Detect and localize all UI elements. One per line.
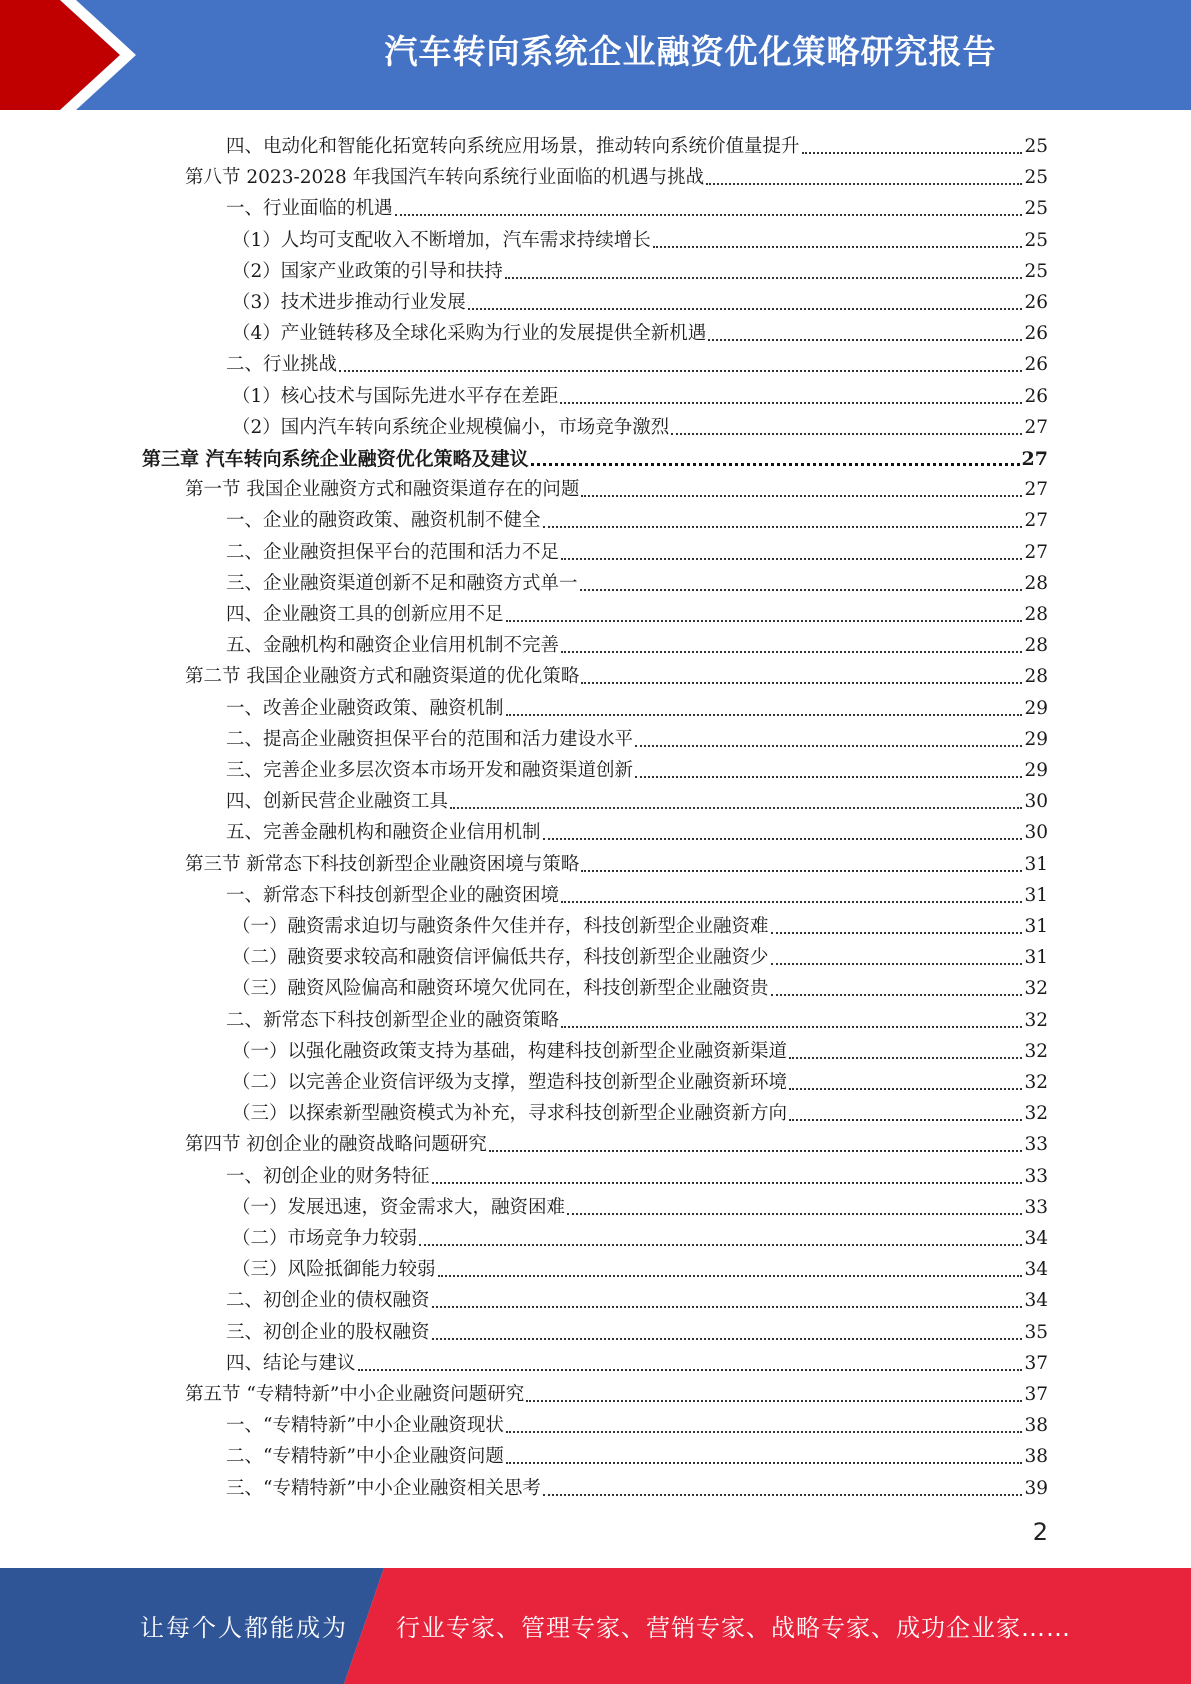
toc-dot-leader bbox=[581, 680, 1022, 684]
toc-entry-title: （一）融资需求迫切与融资条件欠佳并存，科技创新型企业融资难 bbox=[232, 916, 769, 937]
toc-entry[interactable] bbox=[226, 346, 1048, 377]
toc-entry-title: （二）以完善企业资信评级为支撑，塑造科技创新型企业融资新环境 bbox=[232, 1072, 788, 1093]
toc-dot-leader bbox=[635, 743, 1022, 747]
toc-entry[interactable] bbox=[185, 471, 1048, 502]
toc-entry-title: 一、行业面临的机遇 bbox=[226, 198, 393, 220]
toc-entry-page: 32 bbox=[1024, 1009, 1048, 1031]
toc-entry[interactable] bbox=[226, 783, 1048, 814]
page-footer bbox=[0, 1568, 1191, 1684]
toc-entry[interactable] bbox=[185, 159, 1048, 190]
toc-entry-page: 39 bbox=[1024, 1477, 1048, 1499]
toc-dot-leader bbox=[653, 244, 1023, 248]
toc-entry[interactable] bbox=[232, 315, 1048, 346]
toc-dot-leader bbox=[339, 368, 1022, 372]
toc-entry[interactable] bbox=[226, 1314, 1048, 1345]
toc-entry-page: 28 bbox=[1024, 604, 1048, 625]
toc-dot-leader bbox=[580, 587, 1023, 591]
toc-entry[interactable] bbox=[226, 1470, 1048, 1501]
toc-dot-leader bbox=[771, 961, 1023, 965]
toc-entry-title: （三）风险抵御能力较弱 bbox=[232, 1259, 436, 1281]
toc-dot-leader bbox=[505, 275, 1023, 279]
toc-dot-leader bbox=[771, 930, 1023, 934]
toc-dot-leader bbox=[358, 1367, 1023, 1371]
toc-entry[interactable] bbox=[185, 658, 1048, 689]
toc-entry-title: （3）技术进步推动行业发展 bbox=[232, 292, 466, 313]
toc-dot-leader bbox=[635, 774, 1022, 778]
toc-dot-leader bbox=[567, 1211, 1022, 1215]
toc-entry[interactable] bbox=[226, 1158, 1048, 1189]
toc-entry-title: 五、完善金融机构和融资企业信用机制 bbox=[226, 822, 541, 844]
toc-entry-page: 34 bbox=[1024, 1259, 1048, 1281]
toc-entry-title: （三）融资风险偏高和融资环境欠优同在，科技创新型企业融资贵 bbox=[232, 978, 769, 1000]
toc-dot-leader bbox=[506, 712, 1023, 716]
toc-entry-page: 33 bbox=[1024, 1196, 1048, 1218]
toc-entry-page: 29 bbox=[1024, 728, 1048, 750]
toc-entry-title: 三、完善企业多层次资本市场开发和融资渠道创新 bbox=[226, 760, 634, 781]
toc-entry-page: 32 bbox=[1024, 1040, 1048, 1062]
toc-entry[interactable] bbox=[226, 814, 1048, 845]
toc-dot-leader bbox=[432, 1304, 1023, 1308]
page-number: 2 bbox=[1032, 1518, 1048, 1546]
toc-entry-title: （1）核心技术与国际先进水平存在差距 bbox=[232, 385, 559, 407]
toc-entry[interactable] bbox=[232, 970, 1048, 1001]
toc-dot-leader bbox=[561, 1024, 1022, 1028]
footer-slogan-left: 让每个人都能成为 bbox=[140, 1614, 348, 1642]
toc-entry-title: 一、新常态下科技创新型企业的融资困境 bbox=[226, 884, 560, 906]
toc-entry-page: 25 bbox=[1024, 167, 1048, 189]
toc-entry[interactable] bbox=[226, 502, 1048, 533]
toc-entry-title: （三）以探索新型融资模式为补充，寻求科技创新型企业融资新方向 bbox=[232, 1103, 788, 1125]
toc-entry[interactable] bbox=[185, 1126, 1048, 1157]
toc-dot-leader bbox=[432, 1336, 1023, 1340]
toc-entry[interactable] bbox=[226, 1407, 1048, 1438]
toc-entry-page: 33 bbox=[1024, 1165, 1048, 1187]
toc-entry-page: 27 bbox=[1021, 448, 1048, 470]
toc-entry-title: 第三节 新常态下科技创新型企业融资困境与策略 bbox=[185, 853, 580, 875]
toc-entry-title: 一、“专精特新”中小企业融资现状 bbox=[226, 1415, 504, 1437]
footer-slogan-right: 行业专家、管理专家、营销专家、战略专家、成功企业家…… bbox=[396, 1614, 1071, 1642]
toc-entry-title: 四、企业融资工具的创新应用不足 bbox=[226, 604, 504, 625]
toc-entry[interactable] bbox=[232, 1189, 1048, 1220]
toc-dot-leader bbox=[543, 1492, 1023, 1496]
toc-entry[interactable] bbox=[226, 752, 1048, 783]
toc-dot-leader bbox=[802, 150, 1023, 154]
toc-entry[interactable] bbox=[226, 190, 1048, 221]
toc-entry-title: 三、初创企业的股权融资 bbox=[226, 1321, 430, 1343]
toc-entry[interactable] bbox=[232, 1064, 1048, 1095]
toc-entry-title: 第五节 “专精特新”中小企业融资问题研究 bbox=[185, 1384, 525, 1405]
toc-entry[interactable] bbox=[232, 378, 1048, 409]
toc-dot-leader bbox=[531, 461, 1020, 466]
toc-entry-title: 第八节 2023-2028 年我国汽车转向系统行业面临的机遇与挑战 bbox=[185, 167, 705, 189]
toc-entry-title: 二、企业融资担保平台的范围和活力不足 bbox=[226, 541, 560, 563]
toc-dot-leader bbox=[706, 181, 1022, 185]
red-chevron-icon bbox=[0, 0, 160, 110]
toc-entry[interactable] bbox=[232, 253, 1048, 284]
toc-entry-title: 二、提高企业融资担保平台的范围和活力建设水平 bbox=[226, 728, 634, 750]
toc-entry-page: 26 bbox=[1024, 385, 1048, 407]
toc-entry-title: （二）融资要求较高和融资信评偏低共存，科技创新型企业融资少 bbox=[232, 947, 769, 969]
toc-entry[interactable] bbox=[226, 1438, 1048, 1469]
toc-entry[interactable] bbox=[232, 222, 1048, 253]
toc-entry-title: （4）产业链转移及全球化采购为行业的发展提供全新机遇 bbox=[232, 323, 707, 345]
toc-entry-page: 34 bbox=[1024, 1290, 1048, 1312]
toc-entry-page: 31 bbox=[1024, 884, 1048, 906]
toc-entry-page: 28 bbox=[1024, 635, 1048, 657]
toc-entry[interactable] bbox=[226, 690, 1048, 721]
toc-entry[interactable] bbox=[226, 627, 1048, 658]
toc-entry[interactable] bbox=[226, 565, 1048, 596]
toc-entry-page: 34 bbox=[1024, 1228, 1048, 1249]
toc-entry-page: 27 bbox=[1024, 416, 1048, 438]
toc-dot-leader bbox=[506, 618, 1023, 622]
toc-entry-title: （二）市场竞争力较弱 bbox=[232, 1228, 418, 1249]
toc-entry-page: 33 bbox=[1024, 1134, 1048, 1156]
toc-dot-leader bbox=[506, 1429, 1023, 1433]
toc-dot-leader bbox=[468, 306, 1023, 310]
toc-entry-page: 31 bbox=[1024, 853, 1048, 875]
toc-dot-leader bbox=[543, 836, 1023, 840]
toc-entry[interactable] bbox=[232, 1220, 1048, 1251]
toc-dot-leader bbox=[671, 431, 1022, 435]
toc-entry-page: 31 bbox=[1024, 947, 1048, 969]
toc-entry-title: （一）发展迅速，资金需求大，融资困难 bbox=[232, 1196, 566, 1218]
toc-entry-page: 26 bbox=[1024, 323, 1048, 345]
toc-entry[interactable] bbox=[226, 877, 1048, 908]
toc-entry[interactable] bbox=[232, 939, 1048, 970]
toc-entry-page: 37 bbox=[1024, 1384, 1048, 1405]
toc-entry[interactable] bbox=[232, 1251, 1048, 1282]
toc-entry-page: 32 bbox=[1024, 978, 1048, 1000]
toc-entry-title: （一）以强化融资政策支持为基础，构建科技创新型企业融资新渠道 bbox=[232, 1040, 788, 1062]
toc-entry-title: 五、金融机构和融资企业信用机制不完善 bbox=[226, 635, 560, 657]
toc-entry-page: 29 bbox=[1024, 760, 1048, 781]
toc-entry[interactable] bbox=[226, 534, 1048, 565]
toc-dot-leader bbox=[526, 1398, 1022, 1402]
toc-dot-leader bbox=[432, 1180, 1023, 1184]
toc-dot-leader bbox=[789, 1055, 1022, 1059]
report-title: 汽车转向系统企业融资优化策略研究报告 bbox=[384, 32, 997, 71]
toc-entry-page: 30 bbox=[1024, 822, 1048, 844]
toc-entry-page: 28 bbox=[1024, 666, 1048, 688]
toc-entry[interactable] bbox=[226, 128, 1048, 159]
toc-entry-title: 二、初创企业的债权融资 bbox=[226, 1290, 430, 1312]
toc-entry[interactable] bbox=[185, 846, 1048, 877]
toc-entry-title: 四、电动化和智能化拓宽转向系统应用场景，推动转向系统价值量提升 bbox=[226, 136, 800, 157]
toc-entry-title: 三、“专精特新”中小企业融资相关思考 bbox=[226, 1477, 541, 1499]
toc-entry-page: 31 bbox=[1024, 916, 1048, 937]
toc-dot-leader bbox=[419, 1242, 1022, 1246]
toc-entry[interactable] bbox=[226, 596, 1048, 627]
toc-entry[interactable] bbox=[232, 409, 1048, 440]
toc-entry-page: 32 bbox=[1024, 1072, 1048, 1093]
toc-dot-leader bbox=[450, 805, 1022, 809]
toc-entry-title: 一、初创企业的财务特征 bbox=[226, 1165, 430, 1187]
toc-entry-title: （2）国内汽车转向系统企业规模偏小，市场竞争激烈 bbox=[232, 416, 670, 438]
toc-entry-page: 27 bbox=[1024, 510, 1048, 532]
toc-entry-title: 四、结论与建议 bbox=[226, 1352, 356, 1374]
toc-entry-title: （2）国家产业政策的引导和扶持 bbox=[232, 260, 503, 282]
toc-dot-leader bbox=[438, 1273, 1023, 1277]
toc-entry-page: 27 bbox=[1024, 541, 1048, 563]
toc-entry-page: 25 bbox=[1024, 136, 1048, 157]
toc-entry-page: 38 bbox=[1024, 1446, 1048, 1468]
toc-dot-leader bbox=[561, 556, 1022, 560]
toc-entry-title: 一、企业的融资政策、融资机制不健全 bbox=[226, 510, 541, 532]
toc-entry-page: 30 bbox=[1024, 791, 1048, 813]
toc-dot-leader bbox=[789, 1117, 1022, 1121]
toc-entry[interactable] bbox=[232, 1095, 1048, 1126]
toc-entry-title: 第一节 我国企业融资方式和融资渠道存在的问题 bbox=[185, 479, 580, 501]
toc-entry-title: 一、改善企业融资政策、融资机制 bbox=[226, 697, 504, 719]
toc-entry[interactable] bbox=[185, 1376, 1048, 1407]
toc-entry-title: 四、创新民营企业融资工具 bbox=[226, 791, 449, 813]
toc-dot-leader bbox=[708, 337, 1022, 341]
toc-entry-page: 38 bbox=[1024, 1415, 1048, 1437]
toc-entry-title: 二、行业挑战 bbox=[226, 354, 338, 376]
toc-entry-page: 26 bbox=[1024, 292, 1048, 313]
toc-entry[interactable] bbox=[226, 1345, 1048, 1376]
toc-entry[interactable] bbox=[142, 440, 1048, 471]
toc-entry[interactable] bbox=[226, 721, 1048, 752]
toc-dot-leader bbox=[560, 400, 1022, 404]
toc-entry-title: 第四节 初创企业的融资战略问题研究 bbox=[185, 1134, 487, 1156]
toc-entry-title: 二、“专精特新”中小企业融资问题 bbox=[226, 1446, 504, 1468]
toc-entry[interactable] bbox=[232, 284, 1048, 315]
toc-dot-leader bbox=[561, 899, 1022, 903]
toc-dot-leader bbox=[581, 868, 1022, 872]
toc-entry-title: 二、新常态下科技创新型企业的融资策略 bbox=[226, 1009, 560, 1031]
toc-entry-page: 25 bbox=[1024, 260, 1048, 282]
toc-entry-page: 26 bbox=[1024, 354, 1048, 376]
toc-entry-title: 三、企业融资渠道创新不足和融资方式单一 bbox=[226, 572, 578, 594]
toc-entry-page: 29 bbox=[1024, 697, 1048, 719]
toc-entry[interactable] bbox=[226, 1282, 1048, 1313]
toc-entry-page: 25 bbox=[1024, 229, 1048, 251]
toc-dot-leader bbox=[581, 493, 1022, 497]
toc-entry[interactable] bbox=[232, 908, 1048, 939]
toc-entry-page: 37 bbox=[1024, 1352, 1048, 1374]
toc-dot-leader bbox=[543, 524, 1023, 528]
toc-entry-title: 第二节 我国企业融资方式和融资渠道的优化策略 bbox=[185, 666, 580, 688]
toc-dot-leader bbox=[561, 649, 1022, 653]
toc-entry-page: 32 bbox=[1024, 1103, 1048, 1125]
toc-dot-leader bbox=[395, 212, 1023, 216]
toc-dot-leader bbox=[771, 992, 1023, 996]
toc-dot-leader bbox=[789, 1086, 1022, 1090]
toc-entry-title: （1）人均可支配收入不断增加，汽车需求持续增长 bbox=[232, 229, 651, 251]
toc-entry-title: 第三章 汽车转向系统企业融资优化策略及建议 bbox=[142, 448, 529, 470]
toc-entry[interactable] bbox=[232, 1033, 1048, 1064]
toc-entry-page: 27 bbox=[1024, 479, 1048, 501]
toc-entry-page: 35 bbox=[1024, 1321, 1048, 1343]
toc-entry[interactable] bbox=[226, 1002, 1048, 1033]
toc-entry-page: 25 bbox=[1024, 198, 1048, 220]
page-header bbox=[0, 0, 1191, 110]
toc-dot-leader bbox=[489, 1148, 1023, 1152]
toc-entry-page: 28 bbox=[1024, 572, 1048, 594]
toc-dot-leader bbox=[506, 1460, 1023, 1464]
